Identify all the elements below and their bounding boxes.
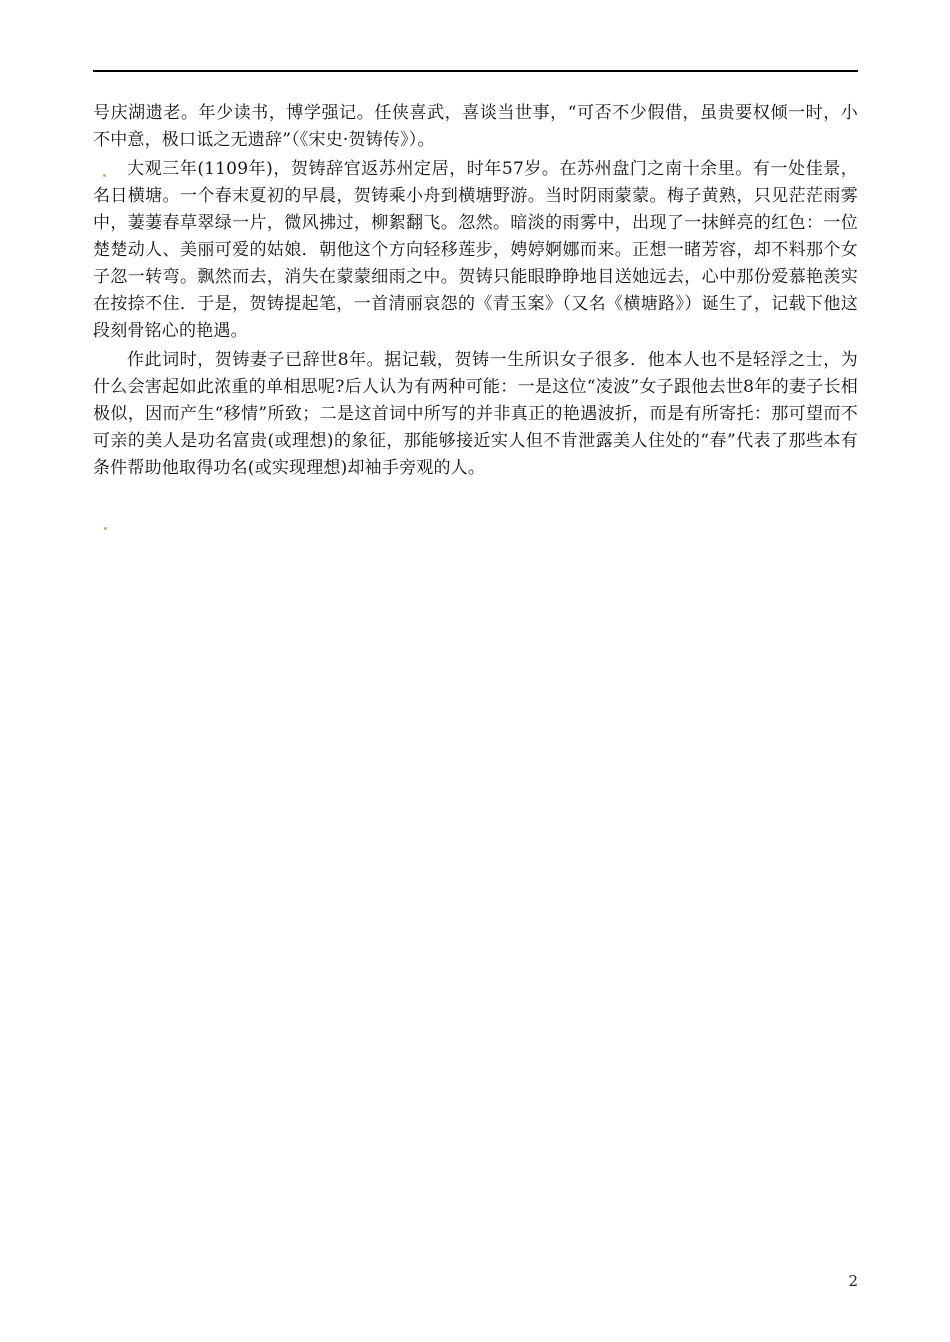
scan-speck bbox=[104, 527, 107, 530]
header-rule bbox=[93, 70, 858, 72]
page-number: 2 bbox=[848, 1272, 858, 1290]
paragraph-interpretation: 作此词时，贺铸妻子已辞世8年。据记载，贺铸一生所识女子很多．他本人也不是轻浮之士，为什么会害起如此浓重的单相思呢?后人认为有两种可能：一是这位“凌波”女子跟他去世8年的妻子长相极似，因而产生“移情”所致；二是这首词中所写的并非真正的艳遇波折，而是有所寄托：那可望而不可亲的美人是功名富贵(或理想)的象征，那能够接近实人但不肯泄露美人住处的“春”代表了那些本有条件帮助他取得功名(或实现理想)却袖手旁观的人。 bbox=[93, 350, 858, 478]
scan-speck bbox=[103, 174, 106, 177]
paragraph-biography: 号庆湖遗老。年少读书，博学强记。任侠喜武，喜谈当世事，“可否不少假借，虽贵要权倾一时，小不中意，极口诋之无遗辞”（《宋史·贺铸传》）。 bbox=[93, 103, 858, 150]
paragraph-hengtang-story: 大观三年(1109年)，贺铸辞官返苏州定居，时年57岁。在苏州盘门之南十余里。有一处佳景，名日横塘。一个春末夏初的早晨，贺铸乘小舟到横塘野游。当时阴雨蒙蒙。梅子黄熟，只见茫茫雨雾中，萋萋春草翠绿一片，微风拂过，柳絮翻飞。忽然。暗淡的雨雾中，出现了一抹鲜亮的红色：一位楚楚动人、美丽可爱的姑娘．朝他这个方向轻移莲步，娉婷婀娜而来。正想一睹芳容，却不料那个女子忽一转弯。飘然而去，消失在蒙蒙细雨之中。贺铸只能眼睁睁地目送她远去，心中那份爱慕艳羡实在按捺不住．于是，贺铸提起笔，一首清丽哀怨的《青玉案》（又名《横塘路》）诞生了，记载下他这段刻骨铭心的艳遇。 bbox=[93, 159, 858, 341]
document-body bbox=[93, 100, 858, 484]
